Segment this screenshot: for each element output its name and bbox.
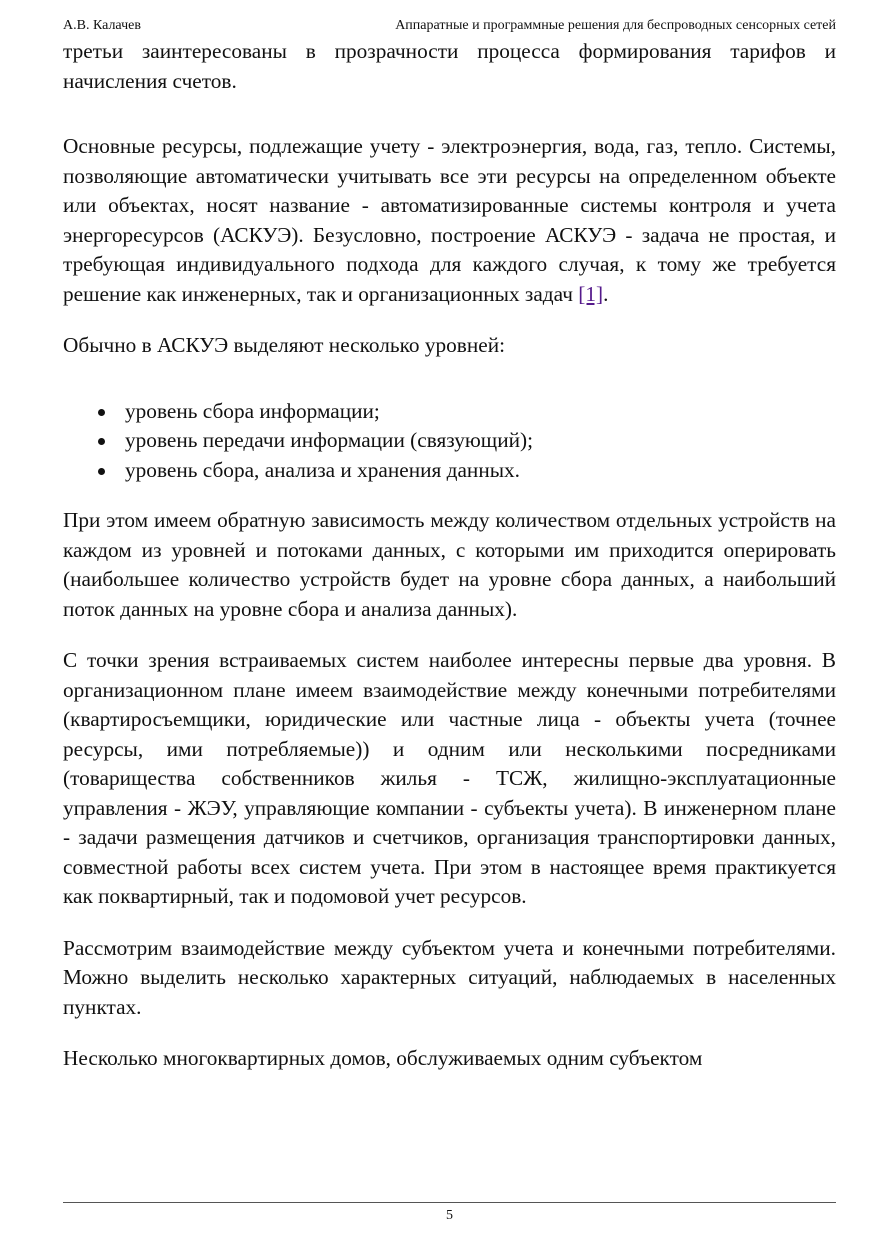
paragraph-dependency: При этом имеем обратную зависимость между количеством отдельных устройств на каждом из уровней и потоками данных, с которыми им приходится оперировать (наибольшее количество устройств будет на уровне сбора данных, а наибольший поток данных на уровне сбора и анализа данных). [63, 508, 836, 621]
header-author: А.В. Калачев [63, 18, 141, 33]
page-header [63, 16, 836, 36]
paragraph-levels-intro: Обычно в АСКУЭ выделяют несколько уровней: [63, 333, 506, 357]
footer-divider [63, 1202, 836, 1203]
paragraph-resources-text: Основные ресурсы, подлежащие учету - электроэнергия, вода, газ, тепло. Системы, позволяющие автоматически учитывать все эти ресурсы на определенном объекте или объектах, носят название - автоматизированные системы контроля и учета энергоресурсов (АСКУЭ). Безусловно, построение АСКУЭ - задача не простая, и требующая индивидуального подхода для каждого случая, к тому же требуется решение как инженерных, так и организационных задач [63, 134, 836, 306]
page-number: 5 [446, 1208, 453, 1223]
citation-link[interactable]: [1] [578, 281, 604, 306]
bullet-icon [98, 409, 105, 416]
list-item-text: уровень сбора, анализа и хранения данных. [125, 457, 521, 482]
bullet-icon [98, 468, 105, 475]
paragraph-continued: третьи заинтересованы в прозрачности процесса формирования тарифов и начисления счетов. [63, 39, 836, 93]
list-item [63, 397, 836, 427]
list-item-text: уровень сбора информации; [125, 398, 380, 423]
paragraph-resources-end: . [603, 281, 609, 306]
list-item [63, 456, 836, 486]
bullet-icon [98, 438, 105, 445]
page-content [63, 37, 836, 1096]
list-item-text: уровень передачи информации (связующий); [125, 428, 534, 452]
header-book-title: Аппаратные и программные решения для беспроводных сенсорных сетей [395, 18, 836, 33]
paragraph-embedded-systems: С точки зрения встраиваемых систем наиболее интересны первые два уровня. В организационном плане имеем взаимодействие между конечными потребителями (квартиросъемщики, юридические или частные лица - объекты учета (точнее ресурсы, ими потребляемые)) и одним или несколькими посредниками (товарищества собственников жилья - ТСЖ, жилищно-эксплуатационные управления - ЖЭУ, управляющие компании - субъекты учета). В инженерном плане - задачи размещения датчиков и счетчиков, организация транспортировки данных, совместной работы всех систем учета. При этом в настоящее время практикуется как поквартирный, так и подомовой учет ресурсов. [63, 648, 836, 908]
levels-list [63, 397, 836, 486]
list-item [63, 426, 836, 456]
paragraph-resources [63, 132, 836, 309]
paragraph-apartment-buildings: Несколько многоквартирных домов, обслуживаемых одним субъектом [63, 1046, 703, 1070]
paragraph-interaction: Рассмотрим взаимодействие между субъектом учета и конечными потребителями. Можно выделить несколько характерных ситуаций, наблюдаемых в населенных пунктах. [63, 935, 836, 1019]
